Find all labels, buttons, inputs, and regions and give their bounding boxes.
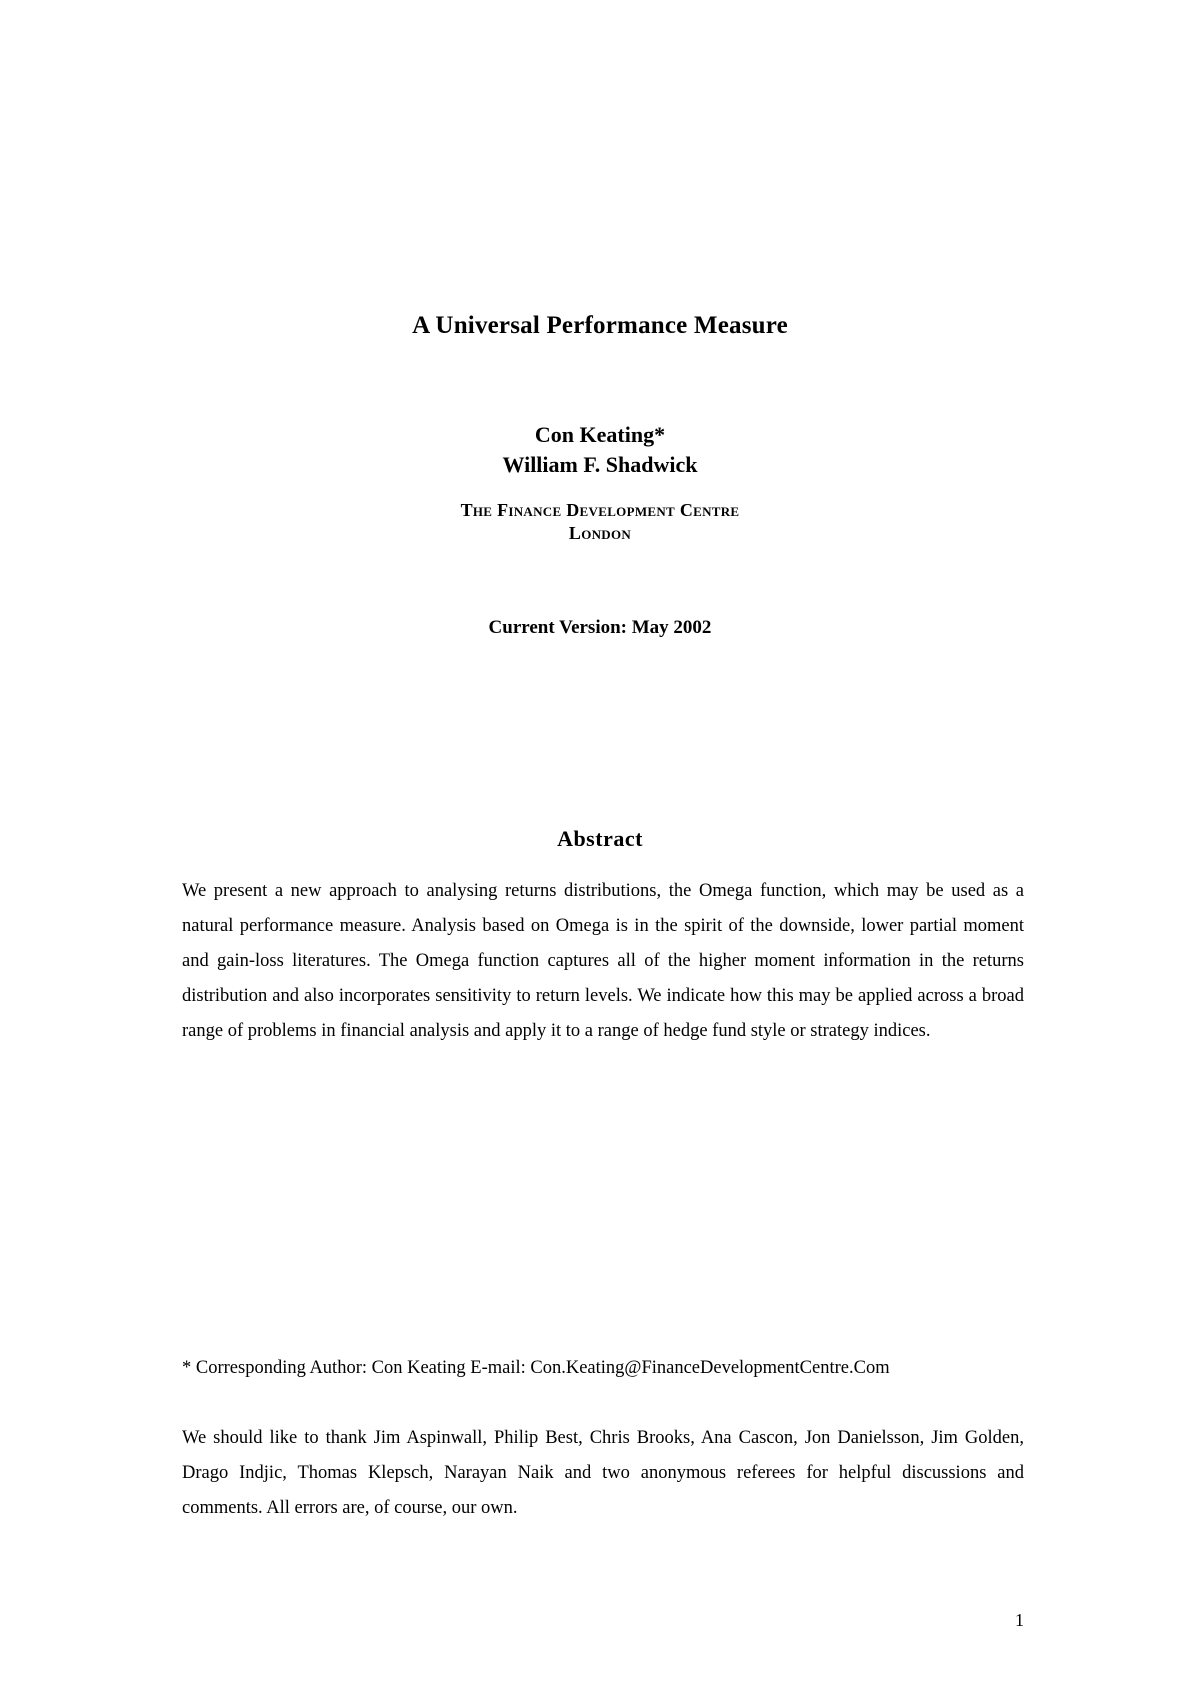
acknowledgements-text: We should like to thank Jim Aspinwall, Philip Best, Chris Brooks, Ana Cascon, Jon Danielsson, Jim Golden, Drago Indjic, Thomas Klepsch, Narayan Naik and two anonymous referees for helpful discussions and comments. All errors are, of course, our own. xyxy=(182,1428,1024,1518)
abstract-text: We present a new approach to analysing returns distributions, the Omega function, which may be used as a natural performance measure. Analysis based on Omega is in the spirit of the downside, lower partial moment and gain-loss literatures. The Omega function captures all of the higher moment information in the returns distribution and also incorporates sensitivity to return levels. We indicate how this may be applied across a broad range of problems in financial analysis and apply it to a range of hedge fund style or strategy indices. xyxy=(182,881,1024,1041)
author-affiliation xyxy=(0,499,1200,545)
author-name: Con Keating* xyxy=(534,422,666,447)
version-date: Current Version: May 2002 xyxy=(488,617,712,638)
page-number: 1 xyxy=(1015,1610,1024,1630)
author-name: William F. Shadwick xyxy=(502,452,698,477)
affiliation-institution: The Finance Development Centre xyxy=(460,500,740,520)
affiliation-city: London xyxy=(568,523,632,543)
abstract-heading: Abstract xyxy=(557,826,643,851)
author-list xyxy=(0,420,1200,480)
corresponding-author-footnote: * Corresponding Author: Con Keating E-mail: Con.Keating@FinanceDevelopmentCentre.Com xyxy=(182,1358,890,1378)
paper-title: A Universal Performance Measure xyxy=(412,312,788,339)
